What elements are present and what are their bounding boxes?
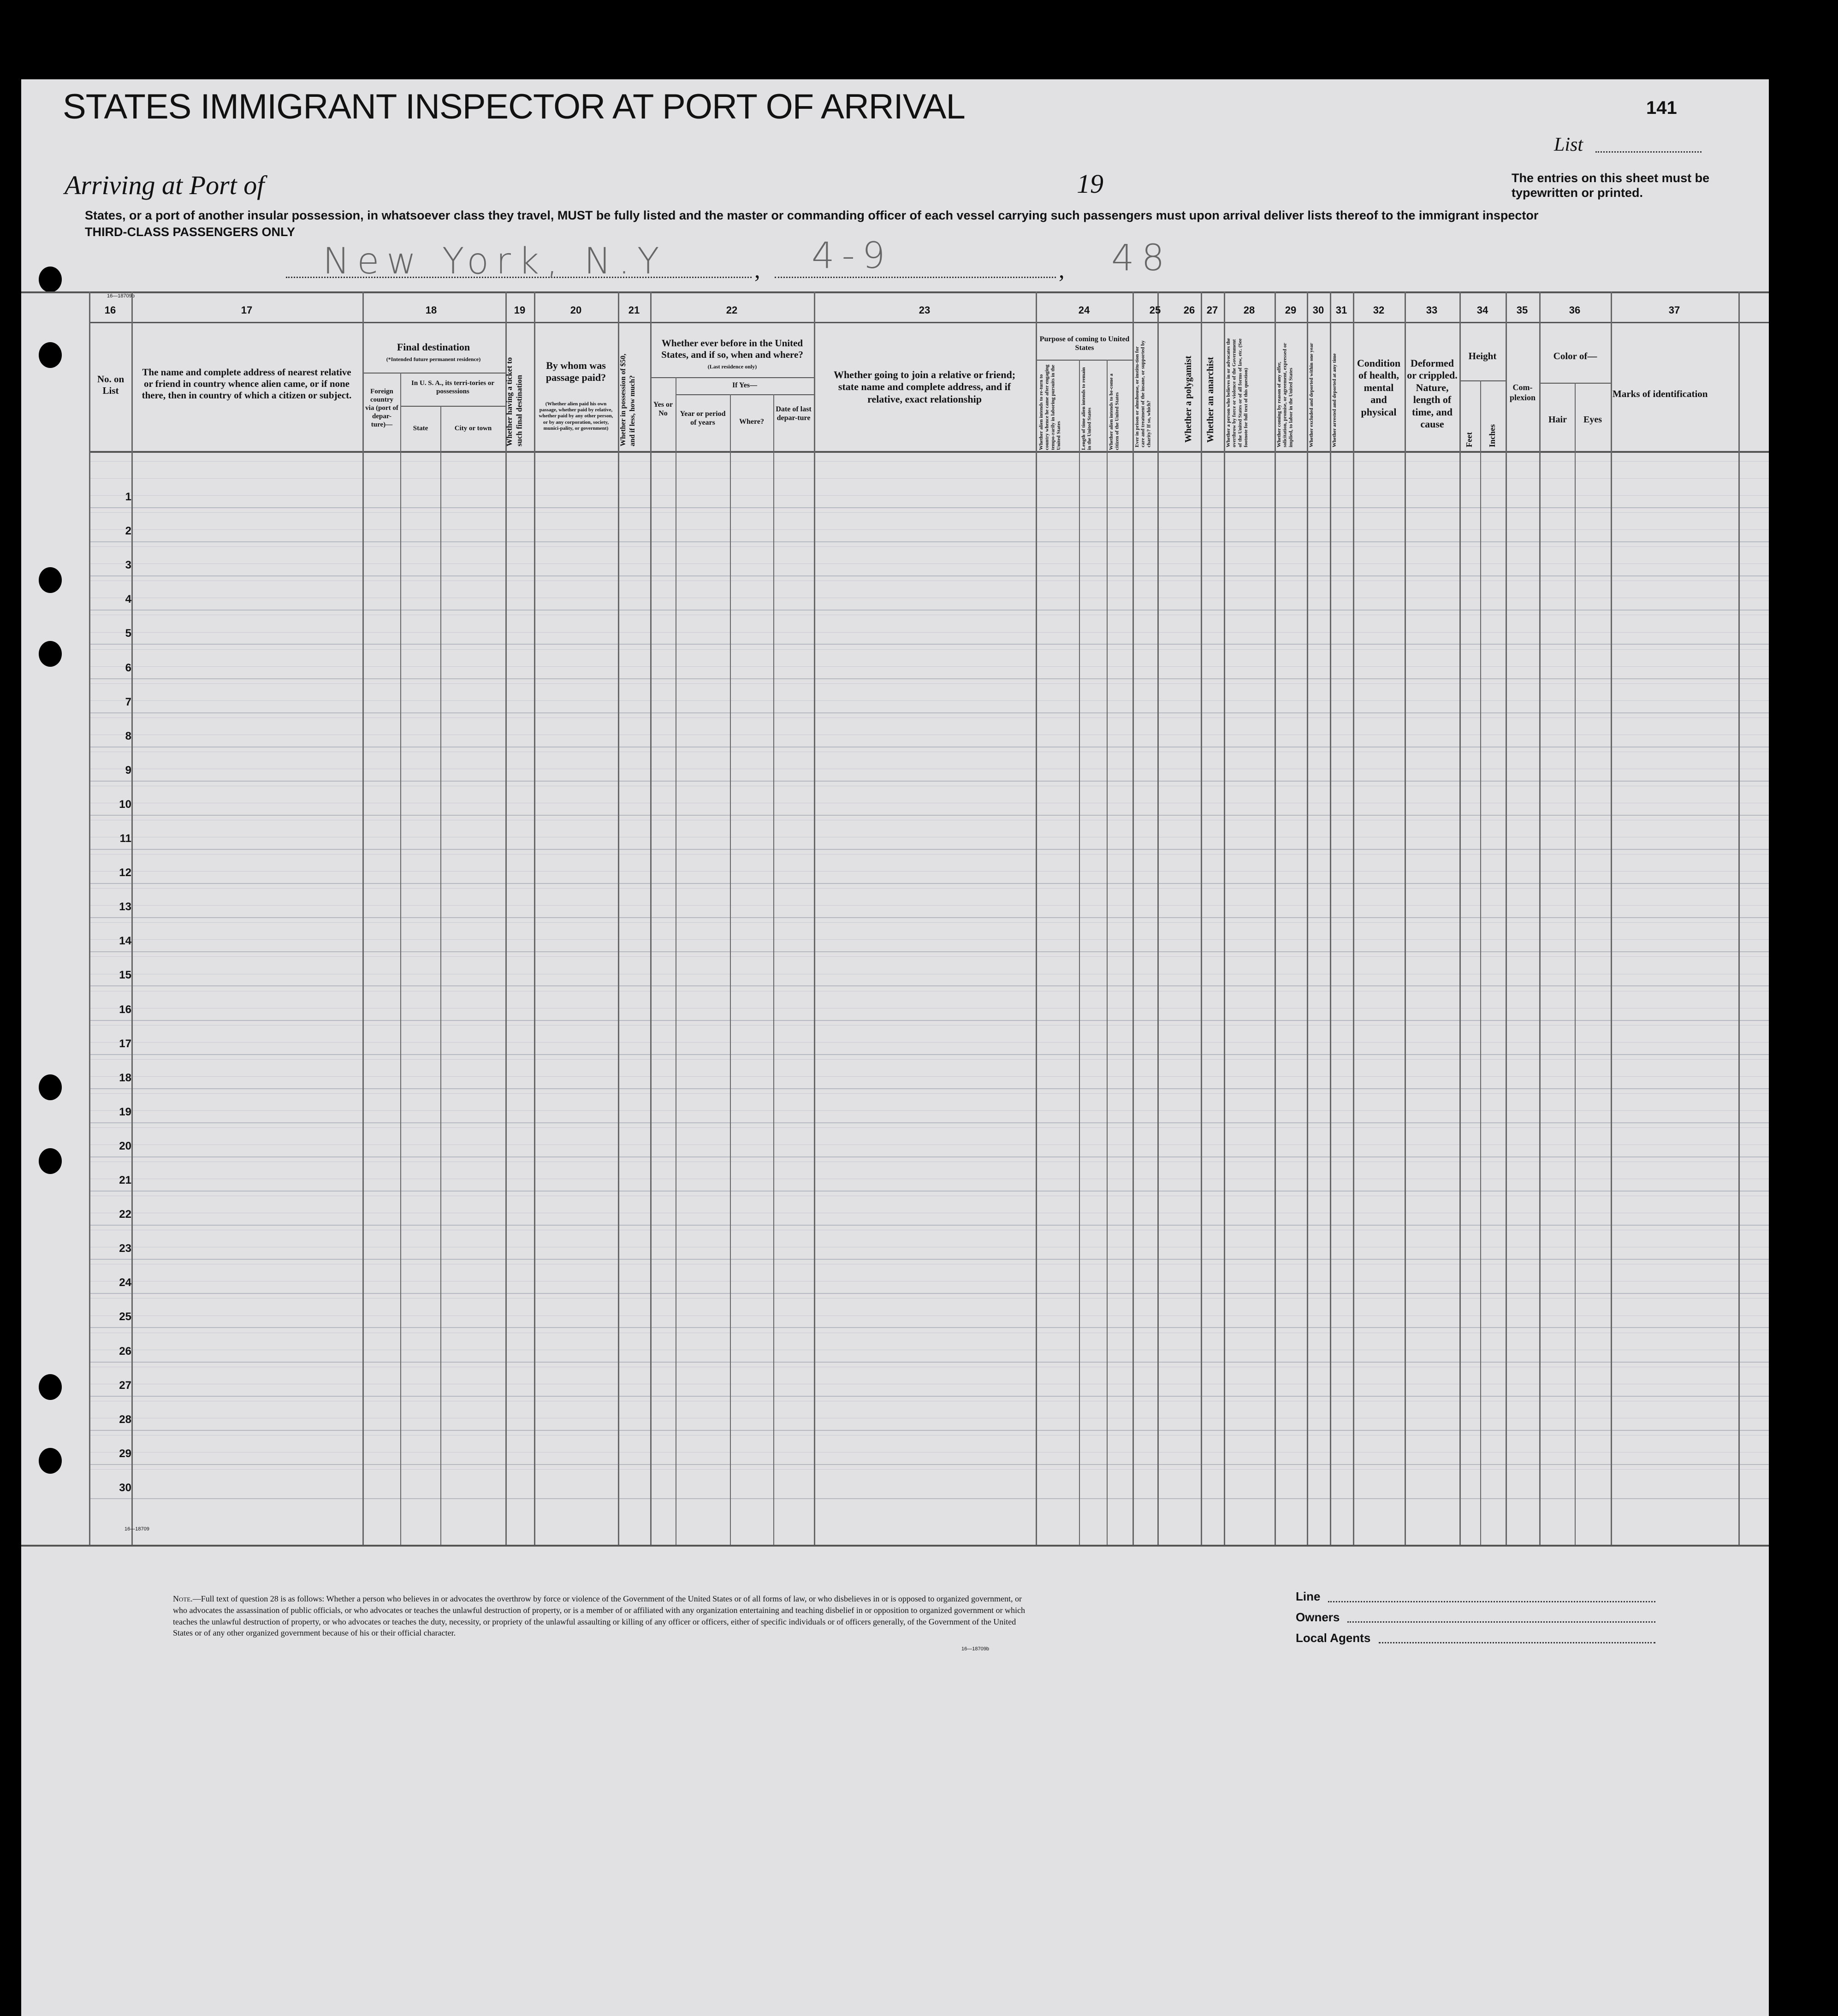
note-label: Note. [173, 1594, 193, 1603]
typewritten-note: The entries on this sheet must be typewritten or printed. [1512, 171, 1710, 200]
header-c22-yesno: Yes or No [653, 401, 673, 418]
line-field [1328, 1601, 1655, 1602]
header-c36-hair: Hair [1548, 415, 1567, 425]
row-number: 3 [125, 559, 131, 572]
row-number: 21 [119, 1174, 131, 1186]
row-rule [89, 815, 1769, 816]
binder-hole [39, 1148, 62, 1174]
header-c18-usa: In U. S. A., its terri-tories or possessions [411, 379, 494, 395]
row-number: 8 [125, 729, 131, 742]
col-line [1224, 291, 1225, 1545]
header-c33: Deformed or crippled. Nature, length of time, and cause [1407, 357, 1458, 430]
col-number: 27 [1206, 304, 1218, 316]
header-c27: Whether an anarchist [1205, 357, 1215, 443]
class-line: THIRD-CLASS PASSENGERS ONLY [85, 225, 296, 239]
row-number: 1 [125, 491, 131, 503]
row-rule [89, 1362, 1769, 1363]
header-c32: Condition of health, mental and physical [1357, 357, 1401, 418]
date-separator: , [754, 257, 760, 283]
ruled-line [89, 1076, 1769, 1077]
col-line [1201, 291, 1202, 1545]
header-c18-note: (*Intended future permanent residence) [386, 356, 481, 362]
header-c18-state: State [413, 425, 428, 432]
ruled-line [89, 632, 1769, 633]
row-rule [89, 678, 1769, 679]
date-field-line [775, 277, 1056, 278]
col-line [1107, 360, 1108, 1545]
c18-subheader-line [362, 373, 505, 374]
header-c22-ifyes: If Yes— [732, 381, 758, 389]
col-number: 35 [1516, 304, 1528, 316]
footnote-question-28 [173, 1593, 1026, 1639]
agents-field [1379, 1642, 1655, 1643]
col-number: 17 [241, 304, 253, 316]
row-number: 17 [119, 1037, 131, 1050]
col-line [1079, 360, 1080, 1545]
col-number: 18 [425, 304, 437, 316]
row-rule [89, 1020, 1769, 1021]
header-c29: Whether coming by reason of any offer, solicitation, promise, or agreement, expressed or implied, to labor in the United States [1276, 343, 1294, 447]
col-number: 23 [919, 304, 931, 316]
row-rule [89, 1327, 1769, 1328]
row-number: 18 [119, 1071, 131, 1084]
header-c37: Marks of identification [1613, 388, 1708, 399]
col-line [1480, 380, 1481, 1545]
header-c23: Whether going to join a relative or friend; state name and complete address, and if relative, exact relationship [833, 369, 1016, 405]
row-number: 25 [119, 1310, 131, 1323]
header-c31: Whether arrested and deported at any time [1332, 353, 1337, 447]
row-rule [89, 1054, 1769, 1055]
ruled-line [89, 1298, 1769, 1299]
col-line [1539, 291, 1541, 1545]
header-c16: No. on List [97, 374, 125, 397]
ruled-line [89, 956, 1769, 957]
row-rule [89, 575, 1769, 576]
ruled-line [89, 529, 1769, 530]
ruled-line [89, 683, 1769, 684]
header-c19: Whether having a ticket to such final destination [505, 357, 524, 446]
instruction-text: States, or a port of another insular possession, in whatsoever class they travel, MUST be fully listed and the master or commanding officer of each vessel carrying such passengers must upon arrival deliver lists thereof to the immigrant inspector [85, 208, 1539, 222]
page-title: STATES IMMIGRANT INSPECTOR AT PORT OF ARRIVAL [63, 87, 965, 126]
header-c17: The name and complete address of nearest relative or friend in country whence alien came, or if none there, then in country of which a citizen or subject. [142, 367, 352, 401]
ruled-line [89, 922, 1769, 923]
col-line [1036, 291, 1037, 1545]
row-rule [89, 1430, 1769, 1431]
ruled-line [89, 1469, 1769, 1470]
col-number: 25 [1149, 304, 1161, 316]
row-rule [89, 985, 1769, 986]
row-number: 14 [119, 935, 131, 948]
header-c34-feet: Feet [1464, 432, 1474, 447]
col-line [1506, 291, 1507, 1545]
ruled-line [89, 871, 1769, 872]
line-label: Line [1296, 1589, 1321, 1603]
row-number: 10 [119, 798, 131, 811]
row-rule [89, 849, 1769, 850]
col-number: 26 [1183, 304, 1195, 316]
owners-field [1347, 1621, 1655, 1623]
header-c20-note: (Whether alien paid his own passage, whether paid by relative, whether paid by any other person, or by any corporation, society, munici-pality, or government) [539, 401, 613, 431]
binder-hole [39, 1448, 62, 1474]
ruled-line [89, 1144, 1769, 1145]
row-rule [89, 1464, 1769, 1465]
col-line [400, 373, 401, 1545]
col-line [1330, 291, 1331, 1545]
row-rule [89, 712, 1769, 713]
col-line [650, 291, 652, 1545]
c22-ifyes-line [676, 394, 814, 395]
row-rule [89, 1088, 1769, 1089]
form-code-top: 16—18709b [107, 293, 135, 299]
header-c24-title: Purpose of coming to United States [1039, 335, 1130, 352]
col-number: 36 [1569, 304, 1581, 316]
row-rule [89, 541, 1769, 542]
header-c18-city: City or town [454, 425, 492, 432]
row-number: 2 [125, 525, 131, 538]
header-c34-title: Height [1468, 350, 1497, 362]
row-number: 26 [119, 1345, 131, 1358]
row-number: 6 [125, 661, 131, 674]
col-number: 22 [726, 304, 738, 316]
col-line [1611, 291, 1612, 1545]
date-handwritten: 4-9 [812, 235, 893, 277]
col-line [1157, 291, 1159, 1545]
binder-hole [39, 567, 62, 593]
col-number: 21 [628, 304, 640, 316]
ruled-line [89, 495, 1769, 496]
header-c18-foreign: Foreign country via (port of depar-ture)— [365, 388, 398, 428]
header-c24-b: Length of time alien intends to remain in the United States [1081, 367, 1092, 450]
header-c36-title: Color of— [1553, 350, 1597, 362]
row-number: 20 [119, 1139, 131, 1152]
col-line [1738, 291, 1740, 1545]
header-c25: Ever in prison or almshouse, or institu-tion for care and treatment of the insane, or supported by charity? If so, which? [1134, 340, 1152, 447]
ruled-line [89, 1042, 1769, 1043]
header-c28: Whether a person who believes in or advocates the overthrow by force or violence of the Government of the United States or of all forms of law, etc. (See footnote for full text of this question) [1226, 338, 1249, 447]
row-number: 7 [125, 695, 131, 708]
col-line [131, 291, 133, 1545]
row-rule [89, 1156, 1769, 1157]
header-c24-a: Whether alien intends to re-turn to country whence he came after engaging tempo-rarily in laboring pursuits in the United States [1038, 364, 1061, 450]
col-line [814, 291, 815, 1545]
binder-hole [39, 267, 62, 292]
header-c22-note: (Last residence only) [707, 363, 757, 370]
header-c18-title: Final destination [397, 341, 470, 353]
row-number: 16 [119, 1003, 131, 1016]
ruled-line [89, 546, 1769, 547]
ruled-line [89, 649, 1769, 650]
port-handwritten: New York, N.Y [323, 241, 667, 282]
header-c20-title: By whom was passage paid? [545, 360, 606, 384]
row-rule [89, 1293, 1769, 1294]
col-number: 29 [1285, 304, 1297, 316]
col-number: 33 [1426, 304, 1438, 316]
ruled-line [89, 1110, 1769, 1111]
row-rule [89, 644, 1769, 645]
year-handwritten: 48 [1111, 237, 1172, 279]
header-c22-where: Where? [739, 418, 764, 426]
row-rule [89, 951, 1769, 952]
col-line [1132, 291, 1134, 1545]
list-field-line [1595, 151, 1702, 153]
col-line [773, 394, 774, 1545]
col-line [362, 291, 364, 1545]
row-rule [89, 1191, 1769, 1192]
col-number: 30 [1312, 304, 1324, 316]
row-number: 15 [119, 969, 131, 982]
c22-subheader-line [650, 377, 814, 378]
ruled-line [89, 888, 1769, 889]
row-number: 19 [119, 1105, 131, 1118]
ruled-line [89, 1025, 1769, 1026]
ruled-line [89, 478, 1769, 479]
col-line [730, 394, 731, 1545]
col-line [505, 291, 507, 1545]
binder-hole [39, 342, 62, 368]
row-number: 9 [125, 764, 131, 777]
binder-hole [39, 1074, 62, 1100]
row-rule [89, 883, 1769, 884]
ruled-line [89, 563, 1769, 564]
ruled-line [89, 905, 1769, 906]
col-number: 32 [1373, 304, 1385, 316]
header-c21: Whether in possession of $50, and if less, how much? [619, 353, 636, 446]
col-line [618, 291, 619, 1545]
col-number: 37 [1668, 304, 1680, 316]
c34-subheader-line [1459, 380, 1506, 381]
header-c34-inches: Inches [1488, 424, 1497, 447]
header-c22-year: Year or period of years [680, 410, 726, 427]
col-line [1405, 291, 1406, 1545]
ruled-line [89, 1452, 1769, 1453]
col-line [440, 406, 441, 1545]
col-number: 16 [104, 304, 116, 316]
row-number: 4 [125, 593, 131, 606]
col-number: 28 [1243, 304, 1255, 316]
col-line [1307, 291, 1308, 1545]
column-number-divider [89, 322, 1769, 323]
header-c26: Whether a polygamist [1183, 356, 1193, 443]
row-rule [89, 507, 1769, 508]
row-rule [89, 1396, 1769, 1397]
arriving-label: Arriving at Port of [65, 170, 265, 200]
ruled-line [89, 1059, 1769, 1060]
row-number: 12 [119, 866, 131, 879]
agents-label: Local Agents [1296, 1631, 1371, 1645]
header-c36-eyes: Eyes [1583, 415, 1602, 425]
col-line [1575, 383, 1576, 1545]
ruled-line [89, 1093, 1769, 1094]
header-c22-title: Whether ever before in the United States, and if so, when and where? [661, 338, 803, 361]
ruled-line [89, 717, 1769, 718]
col-number: 34 [1476, 304, 1488, 316]
note-text: —Full text of question 28 is as follows: Whether a person who believes in or advocates the overthrow by force or violence of the Government of the United States or of all forms of law, or who disbelieves in or is opposed to organized government, or who advocates the assassination of public officials, or who advocates or teaches the unlawful destruction of property, or is a member of or affiliated with any organization entertaining and teaching disbelief in or opposition to organized government or which teaches the unlawful destruction of property, or who advocates or teaches the duty, necessity, or propriety of the unlawful assaulting or killing of any officer or officers, either of specific individuals or of officers generally, of the Government of the United States or of any other organized government because of his or their official character. [173, 1594, 1025, 1638]
owners-label: Owners [1296, 1610, 1340, 1624]
ruled-line [89, 1127, 1769, 1128]
row-number: 13 [119, 901, 131, 913]
row-rule [89, 610, 1769, 611]
ruled-line [89, 666, 1769, 667]
col-number: 24 [1078, 304, 1090, 316]
year-separator: , [1059, 257, 1065, 283]
row-number: 5 [125, 627, 131, 640]
binder-hole [39, 1374, 62, 1400]
row-rule [89, 1225, 1769, 1226]
col-number: 20 [570, 304, 582, 316]
header-c24-c: Whether alien intends to be-come a citizen of the United States [1109, 374, 1120, 450]
row-rule [89, 1498, 1769, 1499]
ruled-line [89, 939, 1769, 940]
header-c35: Com-plexion [1509, 383, 1536, 402]
ruled-line [89, 461, 1769, 462]
row-number: 22 [119, 1208, 131, 1221]
col-number: 31 [1335, 304, 1347, 316]
row-number: 24 [119, 1276, 131, 1289]
row-number: 11 [119, 832, 131, 845]
list-label: List [1554, 134, 1583, 155]
row-rule [89, 917, 1769, 918]
header-c22-date: Date of last depar-ture [776, 405, 812, 422]
header-bottom-border [89, 451, 1769, 453]
row-rule [89, 1259, 1769, 1260]
row-number: 30 [119, 1481, 131, 1494]
row-number: 27 [119, 1379, 131, 1392]
row-number: 29 [119, 1447, 131, 1460]
table-bottom-border [21, 1545, 1769, 1547]
col-number: 19 [514, 304, 526, 316]
form-code-bottom: 16—18709 [125, 1526, 149, 1532]
c18-usa-line [400, 406, 505, 407]
col-line [1275, 291, 1276, 1545]
binder-hole [39, 641, 62, 667]
page-number: 141 [1646, 98, 1677, 118]
col-line [1353, 291, 1354, 1545]
row-number: 23 [119, 1242, 131, 1255]
c24-subheader-line [1036, 360, 1132, 361]
row-number: 28 [119, 1413, 131, 1426]
col-line [534, 291, 535, 1545]
row-rule [89, 1122, 1769, 1123]
form-code-footer: 16—18709b [961, 1646, 989, 1652]
ruled-line [89, 512, 1769, 513]
ruled-line [89, 700, 1769, 701]
header-c30: Whether excluded and deported within one year [1309, 343, 1314, 447]
col-line [1459, 291, 1461, 1545]
row-rule [89, 781, 1769, 782]
year-prefix: 19 [1077, 169, 1103, 199]
